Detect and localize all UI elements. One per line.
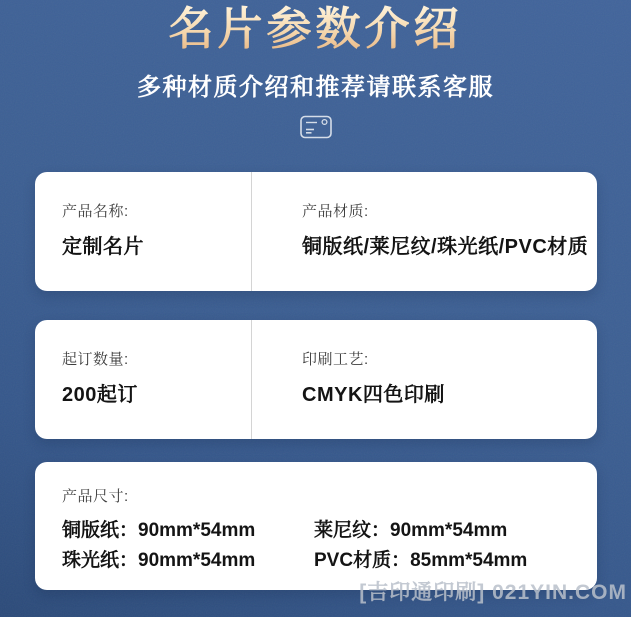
field-label: 产品名称: bbox=[62, 203, 129, 220]
page-subtitle: 多种材质介绍和推荐请联系客服 bbox=[137, 74, 494, 101]
card-quantity-and-process bbox=[35, 320, 597, 439]
field-value: 200起订 bbox=[62, 384, 138, 406]
field-value: CMYK四色印刷 bbox=[302, 384, 445, 406]
field-label: 印刷工艺: bbox=[302, 351, 369, 368]
card-product-size bbox=[35, 462, 597, 590]
field-print-process bbox=[252, 320, 597, 439]
field-label: 产品尺寸: bbox=[62, 488, 129, 505]
size-item: 莱尼纹：90mm*54mm bbox=[314, 520, 508, 541]
page-title: 名片参数介绍 bbox=[0, 3, 631, 55]
field-product-material bbox=[252, 172, 597, 291]
field-value: 铜版纸/莱尼纹/珠光纸/PVC材质 bbox=[302, 236, 589, 258]
card-name-and-material bbox=[35, 172, 597, 291]
field-product-name bbox=[35, 172, 252, 291]
business-card-icon bbox=[0, 114, 631, 140]
size-item: 珠光纸：90mm*54mm bbox=[62, 550, 256, 571]
field-min-order bbox=[35, 320, 252, 439]
size-list bbox=[62, 519, 597, 572]
field-label: 产品材质: bbox=[302, 203, 369, 220]
field-label: 起订数量: bbox=[62, 351, 129, 368]
size-item: 铜版纸：90mm*54mm bbox=[62, 520, 256, 541]
size-item: PVC材质：85mm*54mm bbox=[314, 550, 528, 571]
watermark: [吉印通印刷] 021YIN.COM bbox=[359, 581, 627, 604]
field-value: 定制名片 bbox=[62, 236, 144, 258]
